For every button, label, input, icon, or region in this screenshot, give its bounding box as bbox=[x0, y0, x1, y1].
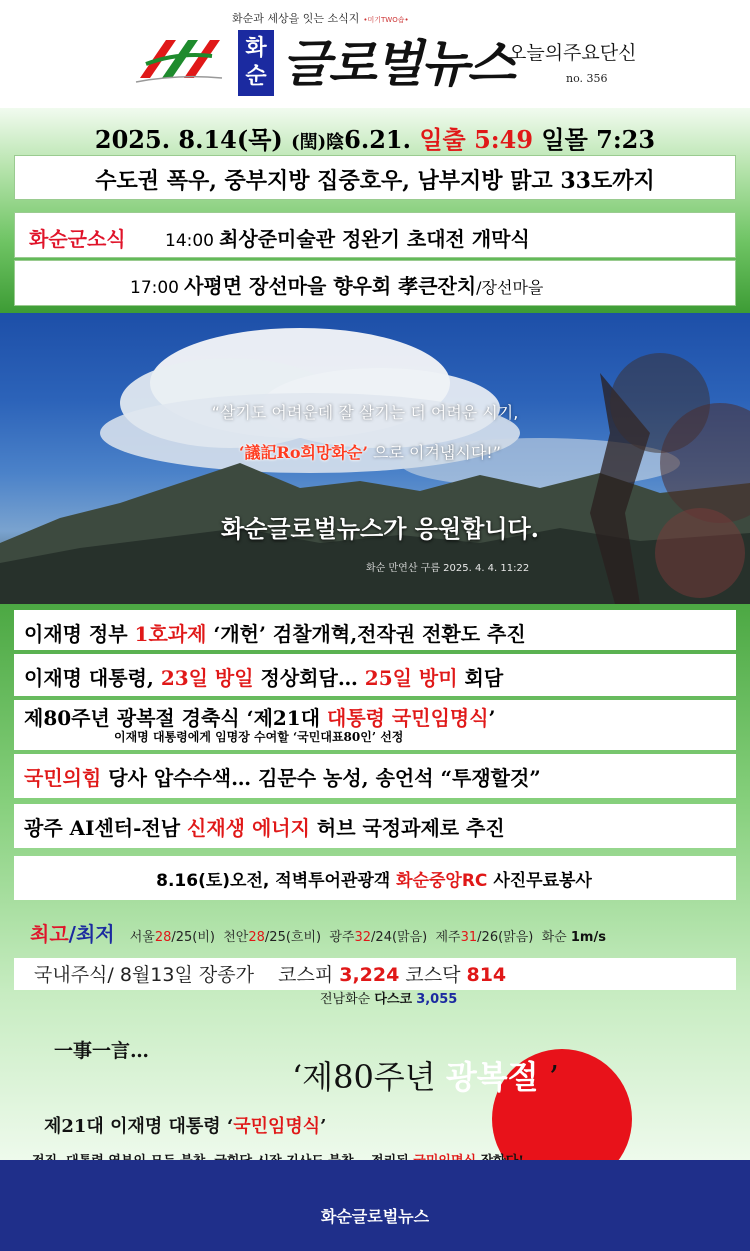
headline-emphasis: 국민의힘 bbox=[24, 766, 102, 790]
city-name: 서울 bbox=[129, 930, 155, 945]
headline-text: ‘개헌’ 검찰개혁,전작권 전환도 추진 bbox=[206, 622, 526, 646]
local-stock-value: 3,055 bbox=[416, 992, 458, 1007]
headline-emphasis: 대통령 국민임명식 bbox=[327, 706, 489, 730]
headline-emphasis: 1호과제 bbox=[134, 622, 207, 646]
label-low: 최저 bbox=[75, 922, 115, 946]
city-name: 제주 bbox=[435, 930, 461, 945]
city-low-weather: /25(비) bbox=[171, 930, 215, 945]
notice-emphasis: 화순중앙RC bbox=[396, 871, 488, 891]
pres-emphasis: 국민임명식 bbox=[233, 1116, 321, 1137]
weather-headline: 수도권 폭우, 중부지방 집중호우, 남부지방 맑고 33도까지 bbox=[95, 168, 655, 194]
weather-headline-box bbox=[14, 155, 736, 200]
headline-text: 당사 압수수색… 김문수 농성, 송언석 “투쟁할것” bbox=[101, 766, 541, 790]
headline-5 bbox=[24, 812, 505, 841]
headline-text: 허브 국정과제로 추진 bbox=[309, 816, 505, 840]
event-title: 사평면 장선마을 향우회 孝큰잔치 bbox=[184, 274, 477, 298]
notice-text: 사진무료봉사 bbox=[487, 871, 592, 891]
headline-box-3 bbox=[14, 700, 736, 750]
headline-box-2 bbox=[14, 654, 736, 696]
headline-box-5 bbox=[14, 804, 736, 848]
city-low-weather: /26(맑음) bbox=[477, 930, 534, 945]
headline-emphasis: 25일 방미 bbox=[364, 666, 458, 690]
pres-text: 제21대 이재명 대통령 ‘ bbox=[44, 1116, 234, 1137]
city-low-weather: /25(흐비) bbox=[264, 930, 322, 945]
headline-3-sub: 이재명 대통령에게 임명장 수여할 ‘국민대표80인’ 선정 bbox=[114, 730, 404, 744]
city-high: 31 bbox=[460, 930, 478, 945]
headline-text: ’ bbox=[488, 706, 496, 730]
city-high: 28 bbox=[154, 930, 172, 945]
headlines-panel bbox=[0, 604, 750, 1160]
temperature-line bbox=[30, 918, 606, 947]
city-high: 28 bbox=[248, 930, 265, 945]
headline-4 bbox=[24, 762, 541, 791]
support-message: 화순글로벌뉴스가 응원합니다. bbox=[220, 514, 540, 543]
sunrise: 일출 5:49 bbox=[419, 125, 534, 154]
local-stock-name: 다스코 bbox=[374, 992, 413, 1007]
headline-1 bbox=[24, 618, 526, 647]
masthead bbox=[0, 0, 750, 108]
quote-line-1: “살기도 어려운데 잘 살기는 더 어려운 시기, bbox=[211, 403, 519, 422]
hwasun-wind: 1m/s bbox=[570, 930, 606, 945]
event-title: 최상준미술관 정완기 초대전 개막식 bbox=[219, 227, 530, 251]
photo-caption: 화순 만연산 구름 2025. 4. 4. 11:22 bbox=[366, 563, 530, 574]
headline-text: 광주 AI센터-전남 bbox=[24, 816, 188, 840]
label-slash: / bbox=[68, 922, 76, 946]
kosdaq-label: 코스닥 bbox=[405, 964, 461, 986]
event-time: 14:00 bbox=[165, 231, 214, 251]
headline-box-1 bbox=[14, 610, 736, 650]
headline-text: 회담 bbox=[457, 666, 504, 690]
stock-box bbox=[14, 958, 736, 990]
tagline-text: 화순과 세상을 잇는 소식지 bbox=[232, 12, 360, 25]
one-word-title: 一事一言… bbox=[54, 1040, 150, 1062]
local-stock bbox=[320, 988, 457, 1007]
quote-line-2 bbox=[0, 440, 740, 463]
sunset: 일몰 7:23 bbox=[541, 125, 656, 154]
kosdaq-value: 814 bbox=[466, 964, 507, 986]
footer-bar bbox=[0, 1160, 750, 1251]
stock-quotes bbox=[34, 960, 506, 987]
headline-3 bbox=[24, 702, 496, 731]
tagline-sponsor: •미기TWO숍• bbox=[363, 16, 409, 24]
kospi-value: 3,224 bbox=[339, 964, 400, 986]
headline-emphasis: 23일 방일 bbox=[160, 666, 254, 690]
dateline bbox=[0, 120, 750, 155]
anniversary-title bbox=[292, 1052, 559, 1098]
headline-2 bbox=[24, 662, 503, 691]
logo-box-char-1: 화 bbox=[245, 36, 267, 61]
kospi-label: 코스피 bbox=[278, 964, 334, 986]
date: 2025. 8.14(목) bbox=[94, 125, 283, 154]
quote-rest: 으로 이겨냅시다!” bbox=[373, 443, 501, 462]
temperature-label bbox=[30, 922, 115, 946]
photo-service-notice bbox=[14, 866, 734, 891]
headline-text: 이재명 대통령, bbox=[24, 666, 161, 690]
local-stock-prefix: 전남화순 bbox=[320, 992, 371, 1007]
anniv-text: ’ bbox=[538, 1058, 559, 1096]
city-name: 천안 bbox=[223, 930, 249, 945]
event-place: /장선마을 bbox=[476, 278, 544, 297]
anniv-emphasis: 광복절 bbox=[445, 1058, 539, 1096]
landscape-photo bbox=[0, 313, 750, 604]
event-item bbox=[165, 223, 530, 252]
city-name: 광주 bbox=[329, 930, 355, 945]
quote-highlight: ‘議記Ro희망화순’ bbox=[238, 443, 368, 462]
city-high: 32 bbox=[354, 930, 372, 945]
headline-text: 정상회담… bbox=[253, 666, 365, 690]
logo-box-char-2: 순 bbox=[245, 64, 267, 89]
event-time: 17:00 bbox=[130, 278, 179, 298]
city-temperatures bbox=[130, 930, 606, 945]
headline-emphasis: 신재생 에너지 bbox=[187, 816, 310, 840]
anniv-text: ‘제80주년 bbox=[292, 1058, 446, 1096]
hh-logo-icon bbox=[132, 34, 224, 86]
footer-brand: 화순글로벌뉴스 bbox=[320, 1207, 430, 1226]
logo-script: 글로벌뉴스 bbox=[282, 34, 514, 93]
info-panel bbox=[0, 108, 750, 313]
photo-service-box bbox=[14, 856, 736, 900]
headline-box-4 bbox=[14, 754, 736, 798]
headline-text: 제80주년 광복절 경축식 ‘제21대 bbox=[24, 706, 327, 730]
stock-label: 국내주식/ 8월13일 장종가 bbox=[34, 964, 254, 986]
pres-text: ’ bbox=[320, 1116, 327, 1137]
edition-title: 오늘의주요단신 bbox=[508, 42, 637, 64]
lunar-note: (閏)陰 bbox=[291, 132, 345, 153]
local-news-box bbox=[14, 212, 736, 258]
headline-text: 이재명 정부 bbox=[24, 622, 135, 646]
hwasun-label: 화순 bbox=[541, 930, 567, 945]
hwasun-logo-box bbox=[238, 30, 274, 96]
president-line bbox=[44, 1112, 326, 1138]
label-high: 최고 bbox=[30, 922, 69, 946]
local-news-box-2 bbox=[14, 260, 736, 306]
local-news-label: 화순군소식 bbox=[29, 227, 126, 251]
event-item bbox=[130, 270, 543, 299]
issue-number: no. 356 bbox=[566, 72, 608, 85]
lunar-date: 6.21. bbox=[344, 125, 411, 154]
notice-text: 8.16(토)오전, 적벽투어관광객 bbox=[156, 871, 397, 891]
city-low-weather: /24(맑음) bbox=[371, 930, 428, 945]
